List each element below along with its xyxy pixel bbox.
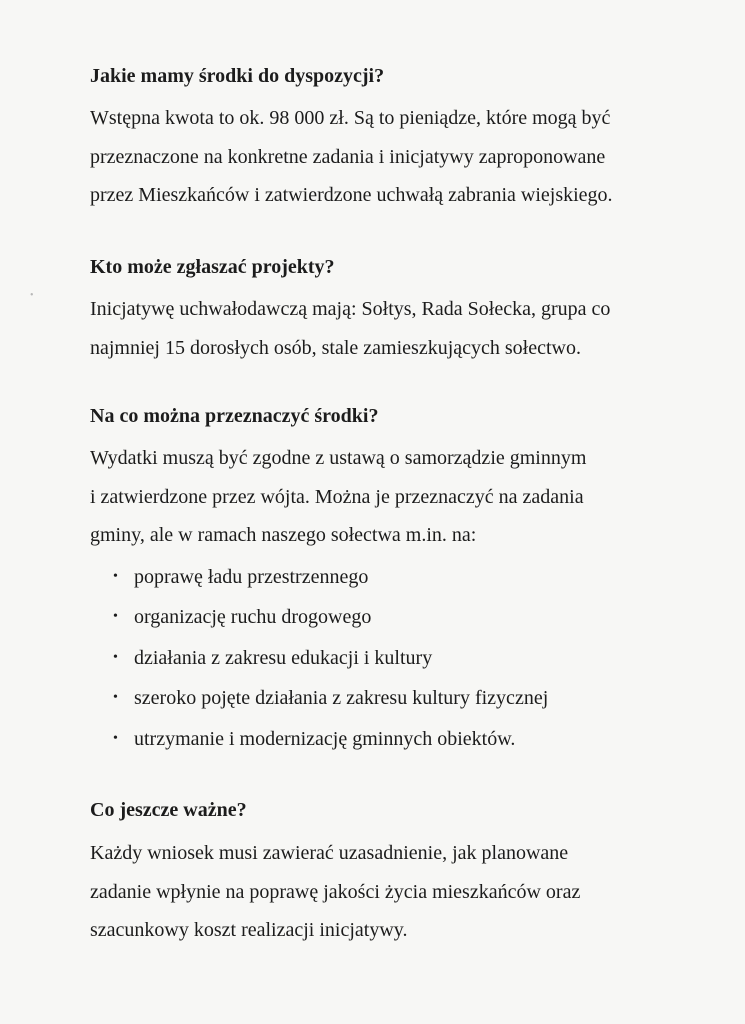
section-who-can-submit	[90, 255, 690, 367]
list-item-text: działania z zakresu edukacji i kultury	[134, 646, 433, 669]
list-item-text: poprawę ładu przestrzennego	[134, 565, 369, 588]
section-spending	[90, 404, 690, 759]
text-line: i zatwierdzone przez wójta. Można je przeznaczyć na zadania	[90, 485, 584, 508]
paragraph-important	[90, 834, 690, 950]
paragraph-spending	[90, 439, 690, 555]
list-item	[90, 557, 690, 598]
list-item	[90, 678, 690, 719]
bullet-icon: •	[113, 649, 118, 665]
list-item-text: organizację ruchu drogowego	[134, 606, 372, 628]
heading-spending: Na co można przeznaczyć środki?	[90, 405, 379, 427]
bullet-icon: •	[113, 609, 118, 624]
scan-speck: •	[30, 290, 34, 301]
text-line: przez Mieszkańców i zatwierdzone uchwałą zabrania wiejskiego.	[90, 184, 613, 206]
paragraph-who-can-submit	[90, 290, 690, 367]
bullet-icon: •	[113, 730, 118, 746]
list-item	[90, 597, 690, 638]
list-item	[90, 719, 690, 760]
text-line: Wydatki muszą być zgodne z ustawą o samorządzie gminnym	[90, 447, 587, 469]
heading-important: Co jeszcze ważne?	[90, 799, 247, 821]
heading-who-can-submit: Kto może zgłaszać projekty?	[90, 256, 335, 278]
bullet-icon: •	[113, 690, 118, 705]
text-line: szacunkowy koszt realizacji inicjatywy.	[90, 919, 408, 941]
list-item	[90, 638, 690, 679]
text-line: Każdy wniosek musi zawierać uzasadnienie, jak planowane	[90, 842, 569, 864]
text-line: Wstępna kwota to ok. 98 000 zł. Są to pieniądze, które mogą być	[90, 107, 611, 129]
text-line: najmniej 15 dorosłych osób, stale zamieszkujących sołectwo.	[90, 336, 581, 359]
list-item-text: szeroko pojęte działania z zakresu kultury fizycznej	[134, 687, 549, 709]
paragraph-budget	[90, 99, 690, 215]
text-line: przeznaczone na konkretne zadania i inicjatywy zaproponowane	[90, 145, 606, 168]
spending-list	[90, 557, 690, 760]
text-line: zadanie wpłynie na poprawę jakości życia mieszkańców oraz	[90, 880, 581, 903]
section-budget	[90, 64, 690, 215]
heading-budget: Jakie mamy środki do dyspozycji?	[90, 65, 385, 87]
bullet-icon: •	[113, 568, 118, 584]
text-line: Inicjatywę uchwałodawczą mają: Sołtys, Rada Sołecka, grupa co	[90, 298, 611, 320]
section-important	[90, 798, 690, 950]
text-line: gminy, ale w ramach naszego sołectwa m.in. na:	[90, 524, 477, 546]
list-item-text: utrzymanie i modernizację gminnych obiektów.	[134, 727, 516, 750]
